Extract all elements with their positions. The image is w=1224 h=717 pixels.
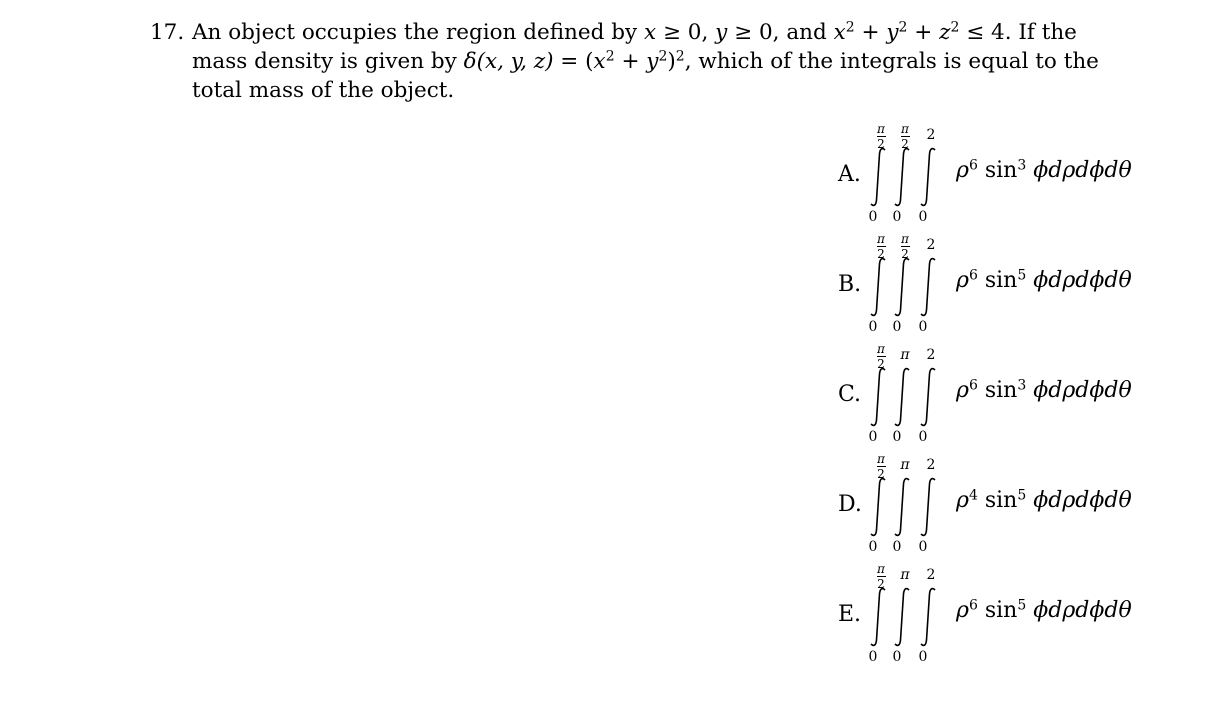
- rho: ρ: [956, 598, 969, 623]
- integral-stroke: [895, 369, 909, 426]
- lower-limit: 0: [918, 429, 928, 445]
- integral-stroke: [921, 259, 935, 316]
- pi-over-2: [901, 123, 910, 150]
- problem-line-1: An object occupies the region defined by x ≥ 0, y ≥ 0, and $x^2 + y^2 + z^2 \le 4$. If the: [192, 19, 1077, 45]
- integral-stroke: [921, 369, 935, 426]
- integrand: [956, 488, 1132, 513]
- sin: sin: [984, 158, 1018, 183]
- lower-limit: 0: [892, 429, 902, 445]
- frac-denominator: 2: [877, 247, 885, 261]
- upper-limit: [870, 562, 892, 590]
- choice-b[interactable]: [838, 232, 1132, 344]
- frac-numerator: π: [901, 122, 909, 136]
- integrand: [956, 158, 1132, 183]
- sin: sin: [984, 488, 1018, 513]
- sin-exponent: 5: [1017, 267, 1027, 284]
- frac-denominator: 2: [901, 247, 909, 261]
- choice-label: E.: [838, 602, 862, 627]
- rho: ρ: [956, 158, 969, 183]
- integrand: [956, 598, 1132, 623]
- upper-limit: π: [900, 457, 910, 473]
- lower-limit: 0: [868, 649, 878, 665]
- choice-label: D.: [838, 492, 862, 517]
- integral-icon: [866, 476, 890, 538]
- pi-over-2: [877, 123, 886, 150]
- sin-exponent: 3: [1017, 157, 1027, 174]
- choice-a[interactable]: [838, 122, 1132, 234]
- integral-icon: [890, 146, 914, 208]
- frac-denominator: 2: [877, 577, 885, 591]
- lower-limit: 0: [892, 209, 902, 225]
- integrand: [956, 268, 1132, 293]
- lower-limit: 0: [918, 319, 928, 335]
- frac-numerator: π: [901, 232, 909, 246]
- upper-limit: 2: [926, 237, 936, 253]
- pi-over-2: [877, 343, 886, 370]
- frac-numerator: π: [877, 342, 885, 356]
- integral-stroke: [871, 589, 885, 646]
- pi-over-2: [901, 233, 910, 260]
- integral-icon: [916, 586, 940, 648]
- integral-icon: [890, 586, 914, 648]
- integral-stroke: [895, 479, 909, 536]
- integral-icon: [866, 256, 890, 318]
- integral-icon: [866, 366, 890, 428]
- rho-exponent: 6: [968, 597, 978, 614]
- frac-denominator: 2: [877, 467, 885, 481]
- upper-limit: 2: [926, 347, 936, 363]
- integral-icon: [916, 146, 940, 208]
- integral-stroke: [921, 479, 935, 536]
- integral-stroke: [921, 149, 935, 206]
- problem-17: [150, 18, 1110, 105]
- rho: ρ: [956, 268, 969, 293]
- upper-limit: 2: [926, 127, 936, 143]
- lower-limit: 0: [918, 539, 928, 555]
- integral-stroke: [871, 479, 885, 536]
- rho-exponent: 6: [968, 377, 978, 394]
- problem-line-3: total mass of the object.: [192, 78, 455, 103]
- choice-c[interactable]: [838, 342, 1132, 454]
- lower-limit: 0: [892, 539, 902, 555]
- upper-limit: 2: [926, 567, 936, 583]
- choice-d[interactable]: [838, 452, 1132, 564]
- lower-limit: 0: [892, 649, 902, 665]
- lower-limit: 0: [868, 319, 878, 335]
- differentials: ϕdρdϕdθ: [1033, 268, 1132, 293]
- sin: sin: [984, 268, 1018, 293]
- frac-denominator: 2: [877, 137, 885, 151]
- upper-limit: π: [900, 347, 910, 363]
- rho: ρ: [956, 488, 969, 513]
- rho-exponent: 4: [968, 487, 978, 504]
- frac-numerator: π: [877, 452, 885, 466]
- integral-stroke: [921, 589, 935, 646]
- integral-icon: [916, 256, 940, 318]
- integral-stroke: [895, 589, 909, 646]
- sin-exponent: 5: [1017, 597, 1027, 614]
- upper-limit: 2: [926, 457, 936, 473]
- sin: sin: [984, 378, 1018, 403]
- lower-limit: 0: [868, 429, 878, 445]
- sin-exponent: 5: [1017, 487, 1027, 504]
- integral-stroke: [895, 149, 909, 206]
- rho-exponent: 6: [968, 157, 978, 174]
- frac-numerator: π: [877, 122, 885, 136]
- choice-label: A.: [838, 162, 861, 187]
- frac-denominator: 2: [901, 137, 909, 151]
- sin-exponent: 3: [1017, 377, 1027, 394]
- integral-icon: [890, 256, 914, 318]
- frac-numerator: π: [877, 232, 885, 246]
- integral-stroke: [871, 259, 885, 316]
- problem-number: 17.: [150, 20, 185, 45]
- upper-limit: π: [900, 567, 910, 583]
- integral-stroke: [871, 149, 885, 206]
- integral-stroke: [895, 259, 909, 316]
- lower-limit: 0: [892, 319, 902, 335]
- frac-numerator: π: [877, 562, 885, 576]
- lower-limit: 0: [918, 649, 928, 665]
- upper-limit: [894, 232, 916, 260]
- pi-over-2: [877, 233, 886, 260]
- differentials: ϕdρdϕdθ: [1033, 378, 1132, 403]
- integrand: [956, 378, 1132, 403]
- upper-limit: [870, 232, 892, 260]
- lower-limit: 0: [868, 539, 878, 555]
- rho-exponent: 6: [968, 267, 978, 284]
- sin: sin: [984, 598, 1018, 623]
- upper-limit: [894, 122, 916, 150]
- frac-denominator: 2: [877, 357, 885, 371]
- choice-e[interactable]: [838, 562, 1132, 674]
- pi-over-2: [877, 563, 886, 590]
- integral-icon: [866, 146, 890, 208]
- differentials: ϕdρdϕdθ: [1033, 158, 1132, 183]
- problem-line-2: mass density is given by δ(x, y, $z) = (x^2 + y^2)^2$, which of the integrals is equal to the: [192, 48, 1099, 74]
- integral-icon: [866, 586, 890, 648]
- differentials: ϕdρdϕdθ: [1033, 598, 1132, 623]
- differentials: ϕdρdϕdθ: [1033, 488, 1132, 513]
- lower-limit: 0: [868, 209, 878, 225]
- choice-label: C.: [838, 382, 862, 407]
- choice-label: B.: [838, 272, 862, 297]
- upper-limit: [870, 122, 892, 150]
- integral-icon: [890, 476, 914, 538]
- integral-icon: [916, 366, 940, 428]
- upper-limit: [870, 342, 892, 370]
- integral-stroke: [871, 369, 885, 426]
- rho: ρ: [956, 378, 969, 403]
- upper-limit: [870, 452, 892, 480]
- integral-icon: [916, 476, 940, 538]
- integral-icon: [890, 366, 914, 428]
- pi-over-2: [877, 453, 886, 480]
- lower-limit: 0: [918, 209, 928, 225]
